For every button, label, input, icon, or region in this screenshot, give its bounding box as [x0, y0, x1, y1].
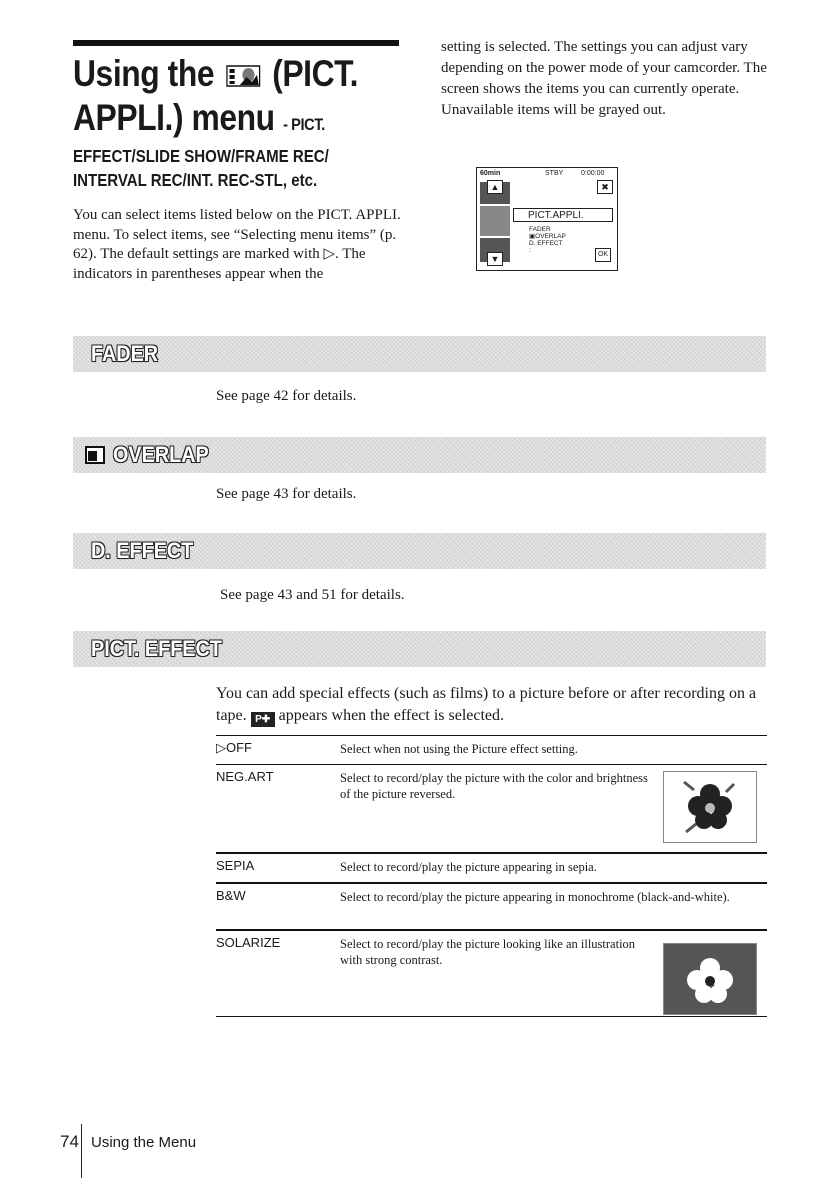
- section-note: See page 43 for details.: [216, 486, 357, 502]
- lcd-time: 0:00:00: [581, 170, 605, 177]
- setting-name: SEPIA: [216, 858, 255, 873]
- setting-name: NEG.ART: [216, 769, 274, 784]
- solarize-sample-image: [663, 943, 757, 1015]
- section-title: OVERLAP: [113, 442, 209, 467]
- lcd-menu-item[interactable]: D. EFFECT: [529, 240, 563, 247]
- table-row: [216, 882, 767, 929]
- lcd-down-button[interactable]: ▼: [487, 252, 503, 266]
- table-row: [216, 735, 767, 764]
- lcd-battery: 60min: [480, 170, 501, 177]
- setting-desc: Select to record/play the picture with the color and brightness of the picture reversed.: [340, 771, 648, 801]
- lcd-ok-button[interactable]: OK: [595, 248, 611, 262]
- footer-section-label: Using the Menu: [91, 1134, 197, 1151]
- table-row: [216, 764, 767, 852]
- lcd-menu-list: [529, 226, 566, 254]
- intro-text: You can add special effects (such as films) to a picture before or after recording on a tape.: [216, 685, 757, 724]
- section-bar-fader: [73, 336, 766, 372]
- setting-name: SOLARIZE: [216, 935, 281, 950]
- lcd-up-button[interactable]: ▲: [487, 180, 503, 194]
- title-suffix: - PICT.: [283, 115, 325, 134]
- title-rule: [73, 40, 399, 46]
- page-subtitle: [73, 144, 365, 192]
- setting-desc: Select to record/play the picture appearing in sepia.: [340, 860, 597, 874]
- setting-desc: Select when not using the Picture effect setting.: [340, 742, 578, 756]
- pict-effect-indicator-icon: P✚: [251, 712, 275, 727]
- setting-name: ▷OFF: [216, 740, 252, 755]
- section-bar-pict-effect: [73, 631, 766, 667]
- intro-paragraph-continued: setting is selected. The settings you can adjust vary depending on the power mode of your camcorder. The screen shows the items you can currently operate. Unavailable items will be grayed out.: [441, 39, 767, 118]
- section-title: FADER: [91, 341, 159, 366]
- intro-paragraph: You can select items listed below on the PICT. APPLI. menu. To select items, see “Selecting menu items” (p. 62). The default settings are marked with ▷. The indicators in parentheses appear when the: [73, 207, 401, 282]
- overlap-icon: [85, 446, 105, 464]
- setting-desc: Select to record/play the picture appearing in monochrome (black-and-white).: [340, 890, 730, 904]
- page-number: 74: [60, 1132, 79, 1151]
- section-title: PICT. EFFECT: [91, 636, 222, 661]
- neg-art-sample-image: [663, 771, 757, 843]
- table-row: [216, 929, 767, 1021]
- section-title: D. EFFECT: [91, 538, 194, 563]
- lcd-menu-item[interactable]: :: [529, 247, 531, 254]
- table-end-rule: [216, 1016, 767, 1017]
- lcd-mode: STBY: [545, 170, 564, 177]
- lcd-screen-sample: [476, 167, 618, 271]
- setting-desc: Select to record/play the picture looking like an illustration with strong contrast.: [340, 937, 636, 967]
- subtitle-line-1: EFFECT/SLIDE SHOW/FRAME REC/: [73, 146, 329, 166]
- pict-appli-menu-icon: [226, 63, 260, 89]
- lcd-menu-title: PICT.APPLI.: [513, 208, 613, 222]
- footer-divider: [81, 1124, 82, 1178]
- title-text-1: Using the: [73, 53, 215, 94]
- setting-name: B&W: [216, 888, 246, 903]
- lcd-menu-item[interactable]: ▣OVERLAP: [529, 233, 566, 240]
- section-note: See page 43 and 51 for details.: [220, 587, 405, 603]
- subtitle-line-2: INTERVAL REC/INT. REC-STL, etc.: [73, 170, 318, 190]
- lcd-menu-item[interactable]: FADER: [529, 226, 551, 233]
- pict-effect-table: [216, 735, 767, 1021]
- pict-effect-intro: [216, 683, 776, 727]
- table-row: [216, 852, 767, 882]
- section-bar-overlap: [73, 437, 766, 473]
- title-text-3: APPLI.) menu: [73, 97, 275, 138]
- intro-text: appears when the effect is selected.: [278, 707, 505, 724]
- section-bar-d-effect: [73, 533, 766, 569]
- page-title: [73, 52, 365, 147]
- title-text-2: (PICT.: [272, 53, 359, 94]
- section-note: See page 42 for details.: [216, 388, 357, 404]
- lcd-close-button[interactable]: ✖: [597, 180, 613, 194]
- lcd-thumb-strip-mid: [480, 206, 510, 236]
